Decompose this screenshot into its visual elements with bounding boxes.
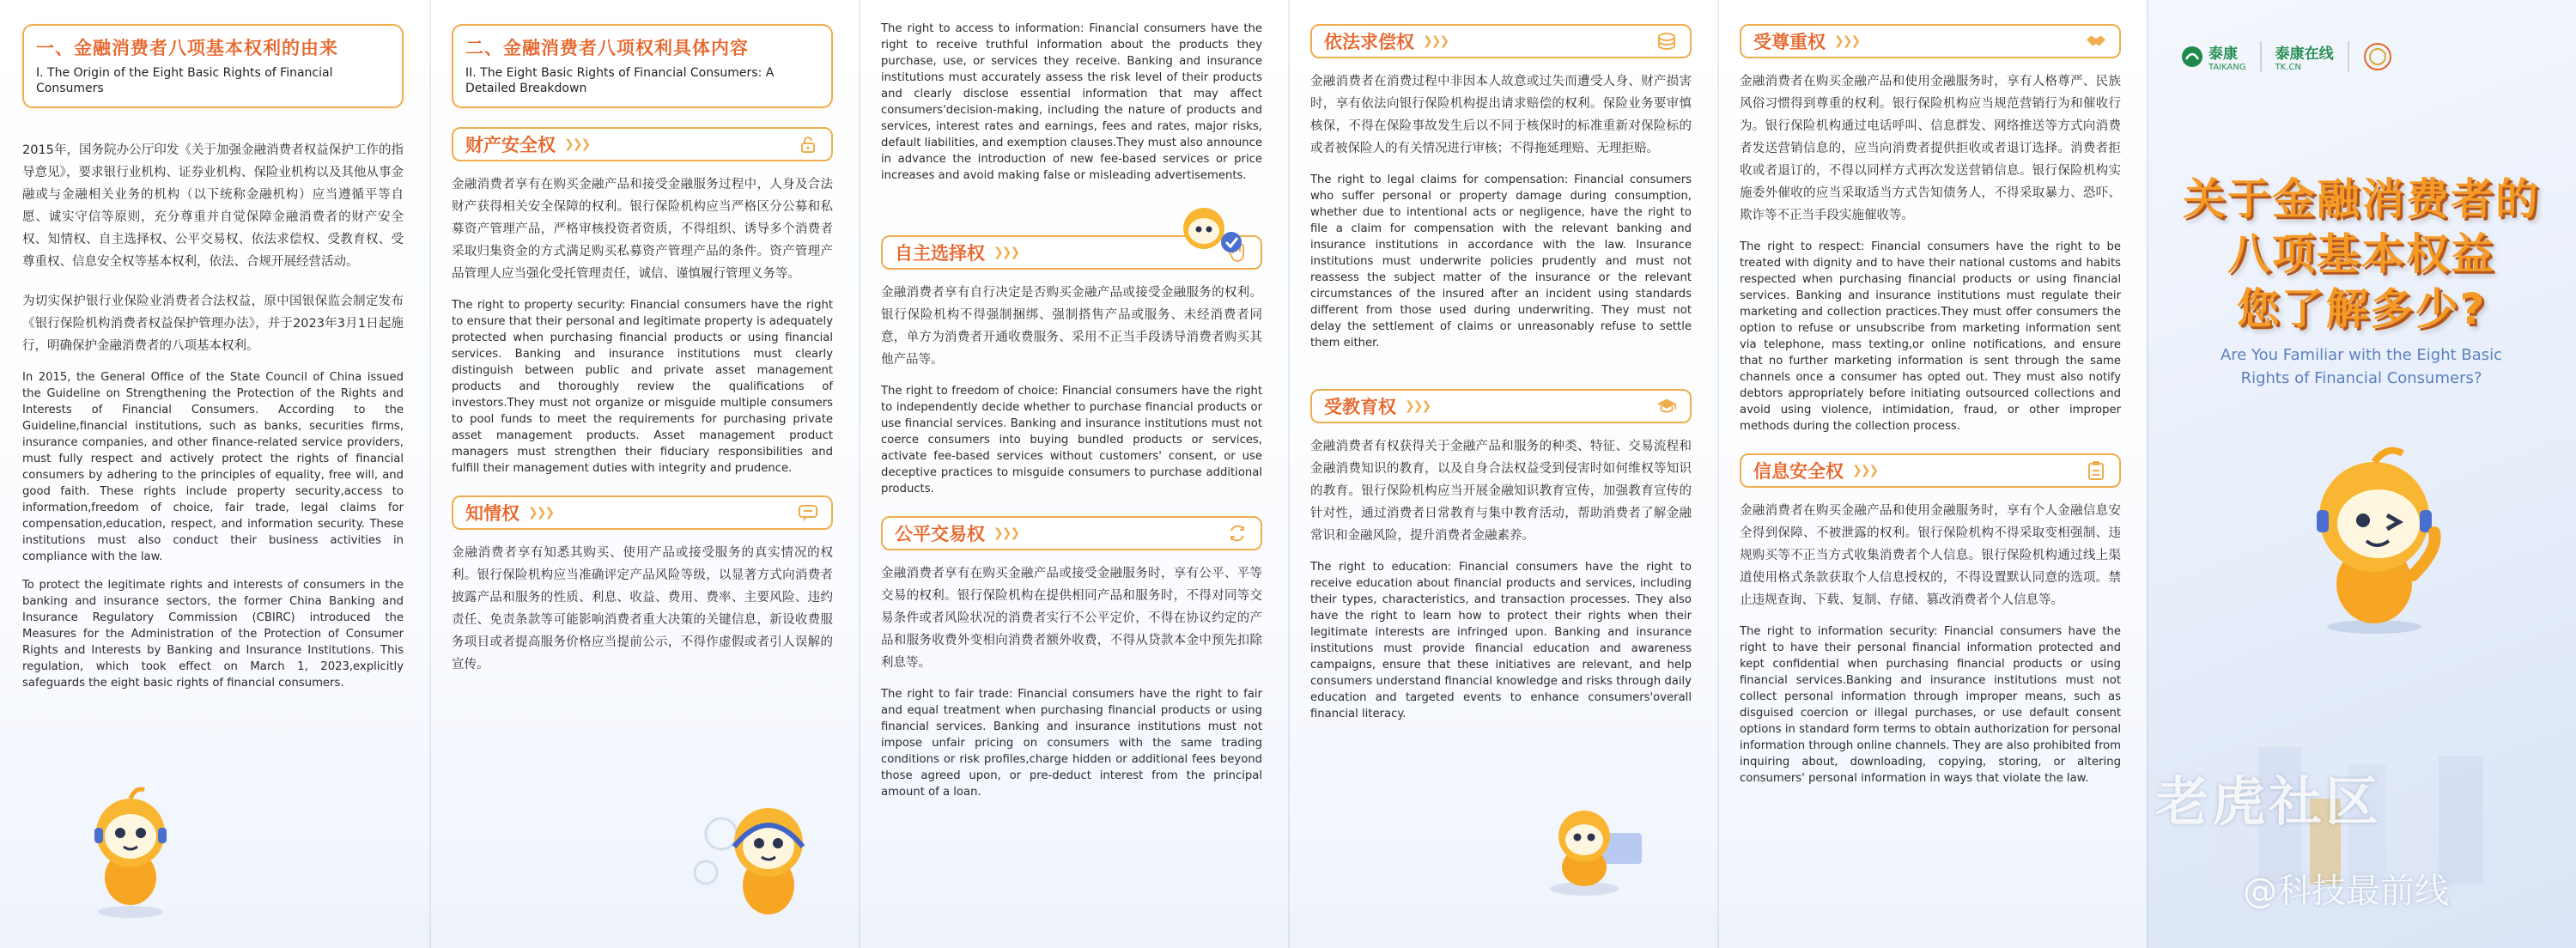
taikang-online-logo bbox=[2275, 41, 2334, 72]
handshake-icon bbox=[2085, 30, 2107, 52]
origin-para-en-1: In 2015, the General Office of the State Council of China issued the Guideline on Strengthening the Protection of the Rights and Interests of Financial Consumers. According to the Guideline,financial institutions, such as banks, securities firms, insurance companies, and other finance-related service providers, must fully respect and actively protect the rights of financial consumers by adhering to the principles of equality, free will, and good faith. These rights include property security,access to information,freedom of choice, fair trade, legal claims for compensation,education, respect, and information security. These institutions must also conduct their business activities in compliance with the law. bbox=[22, 371, 404, 563]
chevrons-icon: ❯❯❯ bbox=[564, 137, 590, 151]
fair-cn: 金融消费者享有在购买金融产品或接受金融服务时，享有公平、平等交易的权利。银行保险机构在提供相同产品和服务时，不得对同等交易条件或者风险状况的消费者实行不公平定价，不得在协议约定的产品和服务收费外变相向消费者额外收费，不得从贷款本金中预先扣除利息等。 bbox=[881, 567, 1262, 670]
fold-line bbox=[429, 0, 431, 948]
coin-icon bbox=[1656, 30, 1678, 52]
brand-divider bbox=[2348, 41, 2349, 72]
tag-label: 财产安全权 bbox=[465, 135, 556, 155]
mascot-icon bbox=[687, 795, 816, 924]
chevrons-icon: ❯❯❯ bbox=[528, 506, 554, 520]
chevrons-icon: ❯❯❯ bbox=[993, 246, 1019, 259]
origin-para-cn-1: 2015年，国务院办公厅印发《关于加强金融消费者权益保护工作的指导意见》，要求银行业机构、证券业机构、保险业机构以及其他从事金融或与金融相关业务的机构（以下统称金融机构）应当遵循平等自愿、诚实守信等原则，充分尊重并自觉保障金融消费者的财产安全权、知情权、自主选择权、公平交易权、依法求偿权、受教育权、受尊重权、信息安全权等基本权利，依法、合规开展经营活动。 bbox=[22, 143, 404, 269]
respect-cn: 金融消费者在购买金融产品和使用金融服务时，享有人格尊严、民族风俗习惯得到尊重的权利。银行保险机构应当规范营销行为和催收行为。银行保险机构通过电话呼叫、信息群发、网络推送等方式向消费者发送营销信息的，应当向消费者提供拒收或者退订选择。消费者拒收或者退订的，不得以同样方式再次发送营销信息。银行保险机构实施委外催收的应当采取适当方式告知债务人，不得采取暴力、恐吓、欺诈等不正当手段实施催收等。 bbox=[1740, 75, 2121, 222]
panel-rights-4 bbox=[1717, 0, 2147, 948]
edu-cn: 金融消费者有权获得关于金融产品和服务的种类、特征、交易流程和金融消费知识的教育，以及自身合法权益受到侵害时如何维权等知识的教育。银行保险机构应当开展金融知识教育宣传，加强教育宣传的针对性，通过消费者日常教育与集中教育活动，帮助消费者了解金融常识和金融风险，提升消费者金融素养。 bbox=[1310, 440, 1692, 543]
chevrons-icon: ❯❯❯ bbox=[1852, 464, 1878, 477]
cover-title-line1: 关于金融消费者的 bbox=[2183, 174, 2540, 224]
tag-label: 依法求偿权 bbox=[1324, 32, 1414, 52]
chat-icon bbox=[797, 501, 819, 524]
mascot-icon bbox=[79, 783, 182, 921]
origin-para-en-2: To protect the legitimate rights and interests of consumers in the banking and insurance sectors, the former China Banking and Insurance Regulatory Commission (CBIRC) introduced the Measures for the Administration of the Protection of Consumer Rights and Interests by Banking and Insurance Institutions. This regulation, which took effect on March 1, 2023,explicitly safeguards the eight basic rights of financial consumers. bbox=[22, 579, 404, 690]
fold-line bbox=[1288, 0, 1290, 948]
choice-cn: 金融消费者享有自行决定是否购买金融产品或接受金融服务的权利。银行保险机构不得强制捆绑、强制搭售产品或服务、未经消费者同意，单方为消费者开通收费服务、采用不正当手段诱导消费者购买其他产品等。 bbox=[881, 286, 1262, 367]
brand1-sub: TAIKANG bbox=[2208, 63, 2246, 72]
panel-rights-1 bbox=[429, 0, 859, 948]
tag-fair-trade bbox=[881, 516, 1262, 550]
cover-title bbox=[2147, 172, 2576, 337]
watermark-community: 老虎社区 bbox=[2155, 770, 2383, 833]
security-en: The right to information security: Financial consumers have the right to have their personal financial information protected and kept confidential when purchasing financial products or using financial services.Banking and insurance institutions must not collect personal information through improper means, such as disguised coercion or illegal purchases, or use default consent options in standard form terms to obtain authorization for personal information through online channels. They are also prohibited from inquiring about, downloading, copying, storing, or altering consumers' personal information in ways that violate the law. bbox=[1740, 625, 2121, 785]
brand-logos bbox=[2181, 41, 2392, 72]
taikang-logo-icon bbox=[2181, 46, 2203, 68]
mascot-icon bbox=[1537, 799, 1649, 902]
cover-title-line2: 八项基本权益 bbox=[2227, 229, 2495, 279]
cover-title-line3: 您了解多少? bbox=[2236, 284, 2487, 334]
property-en: The right to property security: Financial consumers have the right to ensure that their personal and legitimate property is adequately protected when purchasing financial products or using financial services. Banking and insurance institutions must clearly distinguish between public and private asset management products and thoroughly review the qualifications of investors.They must not organize or misguide multiple consumers to pool funds to meet the requirements for purchasing private asset management products. Asset management product managers must strengthen their fiduciary responsibilities and fulfill their management duties with integrity and prudence. bbox=[452, 299, 833, 475]
cover-subtitle-en: Are You Familiar with the Eight Basic Rights of Financial Consumers? bbox=[2220, 346, 2503, 387]
anniversary-badge-icon bbox=[2363, 42, 2392, 71]
origin-title: 一、金融消费者八项基本权利的由来 bbox=[36, 38, 338, 58]
origin-title-en: I. The Origin of the Eight Basic Rights of Financial Consumers bbox=[36, 66, 333, 95]
exchange-icon bbox=[1226, 522, 1249, 544]
panel-rights-2 bbox=[859, 0, 1288, 948]
edu-en: The right to education: Financial consumers have the right to receive education about financial products and services, including their types, characteristics, and transaction processes. They also have the right to learn how to protect their rights when their legitimate interests are infringed upon. Banking and insurance institutions must provide financial education and awareness campaigns, ensure that these initiatives are relevant, and help consumers understand financial knowledge and risks through daily education and targeted events to enhance consumers'overall financial literacy. bbox=[1310, 561, 1692, 720]
watermark-handle: @科技最前线 bbox=[2243, 872, 2449, 911]
tag-label: 知情权 bbox=[465, 503, 519, 524]
chevrons-icon: ❯❯❯ bbox=[1834, 34, 1860, 48]
fold-line bbox=[1717, 0, 1719, 948]
chevrons-icon: ❯❯❯ bbox=[1423, 34, 1449, 48]
brand2-name: 泰康在线 bbox=[2275, 46, 2334, 63]
tag-label: 受尊重权 bbox=[1753, 32, 1826, 52]
tag-property-security bbox=[452, 127, 833, 161]
info-cn: 金融消费者享有知悉其购买、使用产品或接受服务的真实情况的权利。银行保险机构应当准确评定产品风险等级，以显著方式向消费者披露产品和服务的性质、利息、收益、费用、费率、主要风险、违约责任、免责条款等可能影响消费者重大决策的关键信息，新设收费服务项目或者提高服务价格应当提前公示，不得作虚假或者引人误解的宣传。 bbox=[452, 546, 833, 672]
property-cn: 金融消费者享有在购买金融产品和接受金融服务过程中，人身及合法财产获得相关安全保障的权利。银行保险机构应当严格区分公募和私募资产管理产品，严格审核投资者资质，不得组织、诱导多个消费者采取归集资金的方式满足购买私募资产管理产品的条件。资产管理产品管理人应当强化受托管理责任，诚信、谨慎履行管理义务等。 bbox=[452, 178, 833, 281]
fair-en: The right to fair trade: Financial consumers have the right to fair and equal treatment when purchasing financial products or using financial services. Banking and insurance institutions must not impose unfair pricing on consumers with the same trading conditions or risk profiles,charge hidden or additional fees beyond those agreed upon, or pre-deduct interest from the principal amount of a loan. bbox=[881, 688, 1262, 799]
chevrons-icon: ❯❯❯ bbox=[1405, 399, 1431, 413]
panel-origin bbox=[0, 0, 429, 948]
tag-information-security bbox=[1740, 453, 2121, 488]
security-cn: 金融消费者在购买金融产品和使用金融服务时，享有个人金融信息安全得到保障、不被泄露的权利。银行保险机构不得采取变相强制、违规购买等不正当方式收集消费者个人信息。银行保险机构通过线上渠道使用格式条款获取个人信息授权的，不得设置默认同意的选项。禁止违规查询、下载、复制、存储、篡改消费者个人信息等。 bbox=[1740, 504, 2121, 607]
rights-header bbox=[452, 24, 833, 108]
tag-right-to-information bbox=[452, 495, 833, 530]
tag-label: 信息安全权 bbox=[1753, 461, 1844, 482]
brand2-sub: TK.CN bbox=[2275, 63, 2301, 72]
origin-para-cn-2: 为切实保护银行业保险业消费者合法权益，原中国银保监会制定发布《银行保险机构消费者权益保护管理办法》，并于2023年3月1日起施行，明确保护金融消费者的八项基本权利。 bbox=[22, 295, 404, 353]
brand1-name: 泰康 bbox=[2208, 46, 2238, 63]
fold-line bbox=[859, 0, 860, 948]
rights-title-en: II. The Eight Basic Rights of Financial Consumers: A Detailed Breakdown bbox=[465, 66, 775, 95]
graduation-cap-icon bbox=[1656, 395, 1678, 417]
choice-en: The right to freedom of choice: Financial consumers have the right to independently decide whether to purchase financial products or use financial services. Banking and insurance institutions must not coerce consumers into buying bundled products or services, activate fee-based services without customers' consent, or use deceptive practices to misguide consumers to purchase additional products. bbox=[881, 385, 1262, 495]
brand-divider bbox=[2260, 41, 2262, 72]
taikang-logo bbox=[2181, 41, 2246, 72]
panel-rights-3 bbox=[1288, 0, 1717, 948]
tag-label: 自主选择权 bbox=[895, 243, 985, 264]
tag-legal-claims bbox=[1310, 24, 1692, 58]
claims-cn: 金融消费者在消费过程中非因本人故意或过失而遭受人身、财产损害时，享有依法向银行保险机构提出请求赔偿的权利。保险业务要审慎核保，不得在保险事故发生后以不同于核保时的标准重新对保险标的或者被保险人的有关情况进行审核；不得拖延理赔、无理拒赔。 bbox=[1310, 75, 1692, 155]
info-en: The right to access to information: Financial consumers have the right to receive truthful information about the products they purchase, use, or services they receive. Banking and insurance institutions must accurately assess the risk level of their products and clearly disclose essential information that may affect consumers'decision-making, including the nature of products and services, interest rates and earnings, fees and rates, major risks, default liabilities, and exemption clauses.They must also announce in advance the introduction of new fee-based services or price increases and avoid making false or misleading advertisements. bbox=[881, 22, 1262, 182]
rights-title: 二、金融消费者八项权利具体内容 bbox=[465, 38, 749, 58]
respect-en: The right to respect: Financial consumers have the right to be treated with dignity and to have their national customs and habits respected when purchasing financial products or using financial services. Banking and insurance institutions must regulate their marketing and collection practices.They must offer consumers the option to refuse or unsubscribe from marketing information sent via telephone, mass texting,or online notifications, and ensure that no further marketing information is sent through the same channels once a consumer has opted out. They must also notify debtors appropriately before initiating outsourced collections and avoid using violence, intimidation, fraud, or other improper methods during the collection process. bbox=[1740, 240, 2121, 433]
tag-education bbox=[1310, 389, 1692, 423]
tag-label: 受教育权 bbox=[1324, 397, 1396, 417]
tag-label: 公平交易权 bbox=[895, 524, 985, 544]
origin-header bbox=[22, 24, 404, 108]
mascot-icon bbox=[2293, 447, 2456, 635]
lock-icon bbox=[797, 133, 819, 155]
chevrons-icon: ❯❯❯ bbox=[993, 526, 1019, 540]
tag-respect bbox=[1740, 24, 2121, 58]
clipboard-icon bbox=[2085, 459, 2107, 482]
fold-line bbox=[2147, 0, 2148, 948]
claims-en: The right to legal claims for compensation: Financial consumers who suffer personal or property damage during consumption, whether due to intentional acts or negligence, have the right to file a claim for compensation with the relevant banking and insurance institutions in accordance with the law. Insurance institutions must underwrite policies prudently and must not reassess the subject matter of the insurance or the relevant circumstances of the insured after an incident using standards different from those used during underwriting. They must not delay the settlement of claims or unreasonably refuse to settle them either. bbox=[1310, 173, 1692, 349]
mascot-icon bbox=[1178, 203, 1247, 259]
